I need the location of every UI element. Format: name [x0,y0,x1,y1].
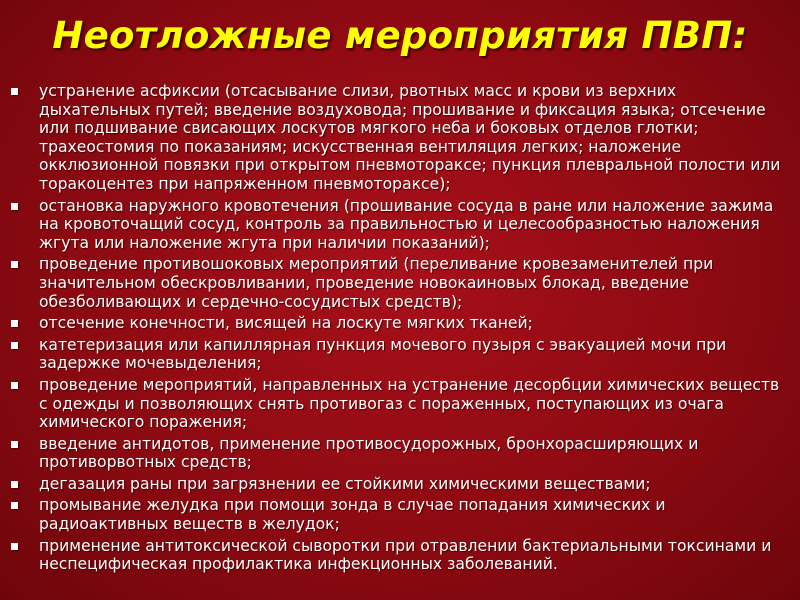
list-item-text: катетеризация или капиллярная пункция мочевого пузыря с эвакуацией мочи при задержке мочевыделения; [39,335,727,373]
square-bullet-icon [11,203,18,210]
square-bullet-icon [11,88,18,95]
list-item [8,475,792,494]
list-item-text: остановка наружного кровотечения (прошивание сосуда в ране или наложение зажима на кровоточащий сосуд, контроль за правильностью и целесообразностью наложения жгута или наложение жгута при наличии показаний); [39,196,774,252]
square-bullet-icon [11,543,18,550]
square-bullet-icon [11,320,18,327]
list-item-text: дегазация раны при загрязнении ее стойкими химическими веществами; [39,474,651,493]
list-item [8,82,792,194]
slide-title: Неотложные мероприятия ПВП: [52,14,748,57]
square-bullet-icon [11,342,18,349]
list-item-text: проведение противошоковых мероприятий (переливание кровезаменителей при значительном обескровливании, проведение новокаиновых блокад, введение обезболивающих и сердечно-сосудистых средств); [39,255,714,311]
list-item-text: промывание желудка при помощи зонда в случае попадания химических и радиоактивных веществ в желудок; [39,496,666,534]
square-bullet-icon [11,481,18,488]
list-item [8,336,792,373]
square-bullet-icon [11,382,18,389]
list-item-text: устранение асфиксии (отсасывание слизи, рвотных масс и крови из верхних дыхательных путей; введение воздуховода; прошивание и фиксация языка; отсечение или подшивание свисающих лоскутов мягкого неба и боковых отделов глотки; трахеостомия по показаниям; искусственная вентиляция легких; наложение окклюзионной повязки при открытом пневмотораксе; пункция плевральной полости или торакоцентез при напряженном пневмотораксе); [39,82,781,193]
square-bullet-icon [11,441,18,448]
list-item [8,255,792,311]
list-item-text: проведение мероприятий, направленных на устранение десорбции химических веществ с одежды и позволяющих снять противогаз с пораженных, поступающих из очага химического поражения; [39,375,780,432]
list-item [8,197,792,253]
list-item [8,376,792,432]
list-item-text: введение антидотов, применение противосудорожных, бронхорасширяющих и противорвотных средств; [39,434,699,472]
list-item-text: применение антитоксической сыворотки при отравлении бактериальными токсинами и неспецифическая профилактика инфекционных заболеваний. [39,536,772,574]
list-item [8,314,792,333]
list-item-text: отсечение конечности, висящей на лоскуте мягких тканей; [39,314,533,333]
list-item [8,435,792,472]
square-bullet-icon [11,261,18,268]
square-bullet-icon [11,502,18,509]
bullet-list [8,82,792,577]
list-item [8,496,792,533]
list-item [8,537,792,574]
